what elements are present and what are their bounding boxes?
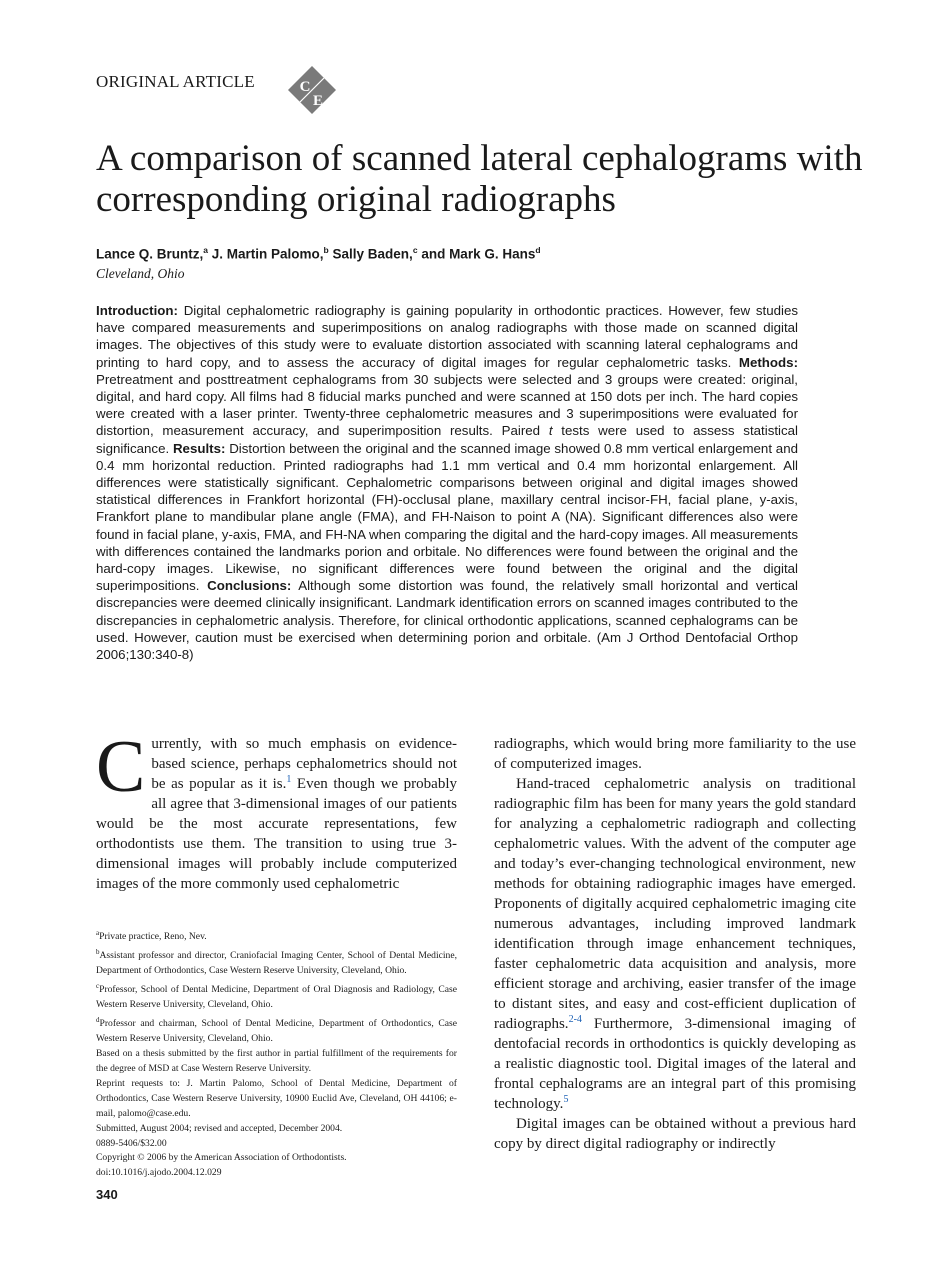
author-location: Cleveland, Ohio [96,266,185,281]
footnote [96,1166,457,1181]
footnote-text: doi:10.1016/j.ajodo.2004.12.029 [96,1167,222,1179]
footnote-text: Reprint requests to: J. Martin Palomo, School of Dental Medicine, Department of Orthodontics, Case Western Reserve University, 10900 Euclid Ave, Cleveland, OH 44106; e-mail, palomo@case.edu. [96,1077,457,1119]
body-paragraph [494,774,856,1114]
body-paragraph: radiographs, which would bring more familiarity to the use of computerized images. [494,736,856,772]
footnote [96,926,457,945]
body-paragraph: Digital images can be obtained without a previous hard copy by direct digital radiography or indirectly [494,1116,856,1152]
footnote [96,1151,457,1166]
footnote [96,1137,457,1152]
footnote [96,1047,457,1077]
article-title: A comparison of scanned lateral cephalograms with corresponding original radiographs [96,138,863,220]
body-text: Furthermore, 3-dimensional imaging of dentofacial records in orthodontics is quickly developing as a realistic diagnostic tool. Digital images of the lateral and frontal cephalograms are an integral part of this promising technology. [494,1016,856,1112]
footnote-text: Copyright © 2006 by the American Association of Orthodontists. [96,1152,347,1164]
reference-link[interactable]: 1 [286,774,292,785]
abstract-intro-text: Digital cephalometric radiography is gaining popularity in orthodontic practices. However, few studies have compared measurements and superimpositions on analog radiographs with those made on scanned digital images. The objectives of this study were to evaluate distortion associated with scanning lateral cephalograms and printing to hard copy, and to assess the accuracy of digital images for regular cephalometric tasks. [96,303,798,370]
author-name: J. Martin Palomo, [211,246,324,262]
footnote-text: Professor and chairman, School of Dental Medicine, Department of Orthodontics, Case Western Reserve University, Cleveland, Ohio. [96,1018,457,1045]
footnote [96,979,457,1013]
footnote-text: Submitted, August 2004; revised and accepted, December 2004. [96,1122,343,1134]
footnote [96,1013,457,1047]
reference-link[interactable]: 5 [563,1094,569,1105]
body-paragraph [96,726,457,894]
footnote-mark: d [96,1016,100,1025]
footnote [96,1077,457,1122]
footnotes [96,926,457,1181]
abstract-methods-text: Pretreatment and posttreatment cephalograms from 30 subjects were selected and 3 groups were created: original, digital, and hard copy. All films had 8 fiducial marks punched and were scanned at 150 dots per inch. The hard copies were created with a laser printer. Twenty-three cephalometric measures and 3 superimpositions were evaluated for distortion, measurement accuracy, and superimposition results. Paired [96,371,798,439]
abstract [96,302,798,663]
body-column-left [96,726,457,894]
author-affiliation-mark: d [535,245,541,255]
author-affiliation-mark: c [412,245,418,255]
reference-link[interactable]: 2-4 [568,1014,582,1025]
drop-cap: C [96,726,146,808]
body-text: Even though we probably all agree that 3-dimensional images of our patients would be the most accurate representations, few orthodontists use them. The transition to using true 3-dimensional images will probably include computerized images of the more commonly used cephalometric [96,776,457,892]
body-column-right [494,734,856,1154]
footnote-text: Assistant professor and director, Craniofacial Imaging Center, School of Dental Medicine, Department of Orthodontics, Case Western Reserve University, Cleveland, Ohio. [96,950,457,977]
article-type-label: ORIGINAL ARTICLE [96,72,255,91]
footnote-mark: a [96,929,100,937]
abstract-results-text: Distortion between the original and the scanned image showed 0.8 mm vertical enlargement and 0.4 mm horizontal reduction. Printed radiographs had 1.1 mm vertical and 0.4 mm horizontal enlargement. All differences were statistically significant. Cephalometric comparisons between original and digital images showed statistical differences in Frankfort horizontal (FH)-occlusal plane, maxillary central incisor-FH, facial plane, y-axis, Frankfort plane to mandibular plane angle (FMA), and FH-Naison to point A (NA). Significant differences also were found in facial plane, y-axis, FMA, and FH-NA when comparing the digital and the hard-copy images. All measurements with differences contained the landmarks porion and orbitale. No differences were found between the original and the hard-copy images. Likewise, no significant differences were found between the original and the digital superimpositions. [96,440,798,594]
footnote [96,945,457,979]
body-text: urrently, with so much emphasis on evidence-based science, perhaps cephalometrics should not be as popular as it is. [151,736,457,792]
abstract-methods-text-cont: tests were used to assess statistical significance. [96,423,798,456]
footnote-mark: b [96,948,100,957]
abstract-results-label: Results: [172,440,226,456]
author-name: Sally Baden, [332,246,413,262]
page-number: 340 [96,1187,118,1202]
footnote [96,1122,457,1137]
body-text: Hand-traced cephalometric analysis on traditional radiographic film has been for many years the gold standard for analyzing a cephalometric radiograph and collecting cephalometric values. With the advent of the computer age and today’s ever-changing technological environment, new methods for obtaining radiographic images have emerged. Proponents of digitally acquired cephalometric imaging cite numerous advantages, including improved landmark identification through image enhancement techniques, faster cephalometric data acquisition and analysis, more efficient storage and archiving, easier transfer of the image to distant sites, and easy and cost-efficient duplication of radiographs. [494,776,856,1032]
author-affiliation-mark: b [323,245,329,255]
abstract-conclusions-label: Conclusions: [207,578,292,594]
footnote-text: Based on a thesis submitted by the first author in partial fulfillment of the requirements for the degree of MSD at Case Western Reserve University. [96,1048,457,1074]
footnote-mark: c [96,982,100,991]
abstract-intro-label: Introduction: [96,303,178,318]
author-affiliation-mark: a [203,245,208,255]
author-list [96,245,541,262]
author-name: and Mark G. Hans [421,246,536,262]
abstract-conclusions-text: Although some distortion was found, the relatively small horizontal and vertical discrepancies were deemed clinically insignificant. Landmark identification errors on scanned images contributed to the discrepancies in cephalometric analysis. Therefore, for clinical orthodontic applications, scanned cephalograms can be used. However, caution must be exercised when determining porion and orbitale. (Am J Orthod Dentofacial Orthop 2006;130:340-8) [96,578,798,663]
ce-badge-icon [286,64,338,116]
abstract-methods-label: Methods: [738,354,798,370]
author-name: Lance Q. Bruntz, [96,246,204,262]
footnote-text: 0889-5406/$32.00 [96,1137,167,1149]
abstract-t-symbol: t [548,423,553,439]
footnote-text: Professor, School of Dental Medicine, Department of Oral Diagnosis and Radiology, Case Western Reserve University, Cleveland, Ohio. [96,984,457,1011]
footnote-text: Private practice, Reno, Nev. [99,931,207,943]
ce-badge-letter-e: E [312,93,324,109]
ce-badge-letter-c: C [299,79,311,95]
